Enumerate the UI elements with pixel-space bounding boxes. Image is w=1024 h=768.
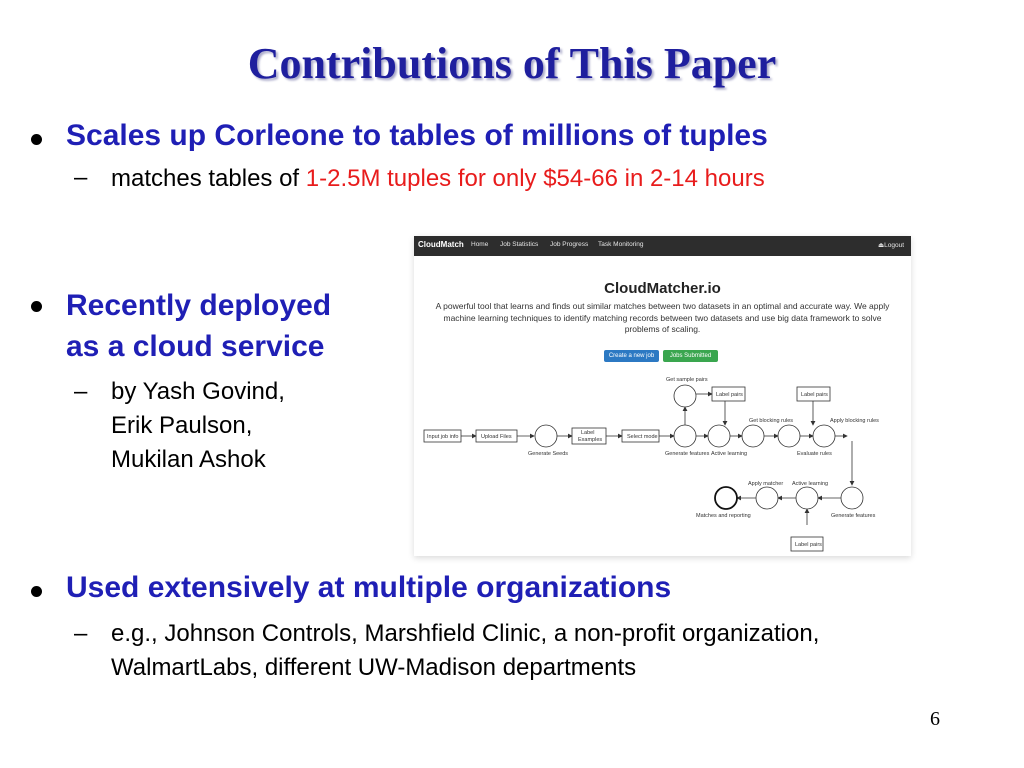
flow-label-pairs-top1: Label pairs xyxy=(716,392,743,398)
flow-input-job-info: Input job info xyxy=(427,434,459,440)
nav-task-monitoring: Task Monitoring xyxy=(598,241,644,248)
flow-evaluate-rules: Evaluate rules xyxy=(797,451,832,457)
author-line-3: Mukilan Ashok xyxy=(111,446,266,473)
dash-glyph: – xyxy=(74,620,88,647)
flow-select-mode: Select mode xyxy=(627,434,658,440)
bullet-dot xyxy=(31,134,42,145)
flow-active-learning-2: Active learning xyxy=(792,481,829,487)
page-number: 6 xyxy=(930,708,940,730)
shot-title: CloudMatcher.io xyxy=(604,280,721,297)
flow-apply-blocking-rules: Apply blocking rules xyxy=(830,418,879,424)
org-line-1: e.g., Johnson Controls, Marshfield Clinic, a non-profit organization, xyxy=(111,620,820,647)
dash-glyph: – xyxy=(74,378,88,405)
dash-glyph: – xyxy=(74,164,88,191)
bullet-heading-organizations: Used extensively at multiple organizations xyxy=(66,571,672,604)
author-line-2: Erik Paulson, xyxy=(111,412,253,439)
bullet-dot xyxy=(31,586,42,597)
flow-label-examples-2: Examples xyxy=(578,437,603,443)
flow-get-blocking-rules: Get blocking rules xyxy=(749,418,794,424)
bullet-sub-matches xyxy=(111,162,765,196)
bullet-heading-deployed-line1: Recently deployed xyxy=(66,289,332,322)
shot-description: A powerful tool that learns and finds out similar matches between two datasets in an optimal and accurate way. We apply machine learning techniques to identify matching records between two datasets and use big data framework to solve problems of scaling. xyxy=(435,301,890,334)
flow-label-pairs-top2: Label pairs xyxy=(801,392,828,398)
flow-label-pairs-bottom: Label pairs xyxy=(795,542,822,548)
nav-job-statistics: Job Statistics xyxy=(500,241,539,248)
workflow-diagram xyxy=(414,236,911,556)
flow-generate-features-1: Generate features xyxy=(665,451,710,457)
bullet-heading-scales: Scales up Corleone to tables of millions of tuples xyxy=(66,119,768,152)
flow-active-learning-1: Active learning xyxy=(711,451,748,457)
org-line-2: WalmartLabs, different UW-Madison departments xyxy=(111,654,637,681)
nav-brand: CloudMatch xyxy=(418,240,464,249)
sub-highlight: 1-2.5M tuples for only $54-66 in 2-14 hours xyxy=(305,165,765,192)
sub-prefix: matches tables of xyxy=(111,165,306,192)
nav-home: Home xyxy=(471,241,489,248)
bullet-dot xyxy=(31,301,42,312)
flow-apply-matcher: Apply matcher xyxy=(748,481,784,487)
flow-get-sample-pairs: Get sample pairs xyxy=(666,377,708,383)
create-job-button: Create a new job xyxy=(604,350,659,362)
logout-icon: ⏏ xyxy=(878,242,885,249)
flow-matches-and-reporting: Matches and reporting xyxy=(696,513,751,519)
flow-generate-features-2: Generate features xyxy=(831,513,876,519)
slide-title: Contributions of This Paper xyxy=(247,39,777,88)
jobs-submitted-button: Jobs Submitted xyxy=(663,350,718,362)
author-line-1: by Yash Govind, xyxy=(111,378,285,405)
cloudmatcher-screenshot xyxy=(414,236,911,556)
logout-label: Logout xyxy=(884,242,905,249)
bullet-heading-deployed-line2: as a cloud service xyxy=(66,330,325,363)
flow-upload-files: Upload Files xyxy=(481,434,512,440)
nav-job-progress: Job Progress xyxy=(550,241,589,248)
flow-label-examples-1: Label xyxy=(581,430,595,436)
flow-generate-seeds: Generate Seeds xyxy=(528,451,569,457)
